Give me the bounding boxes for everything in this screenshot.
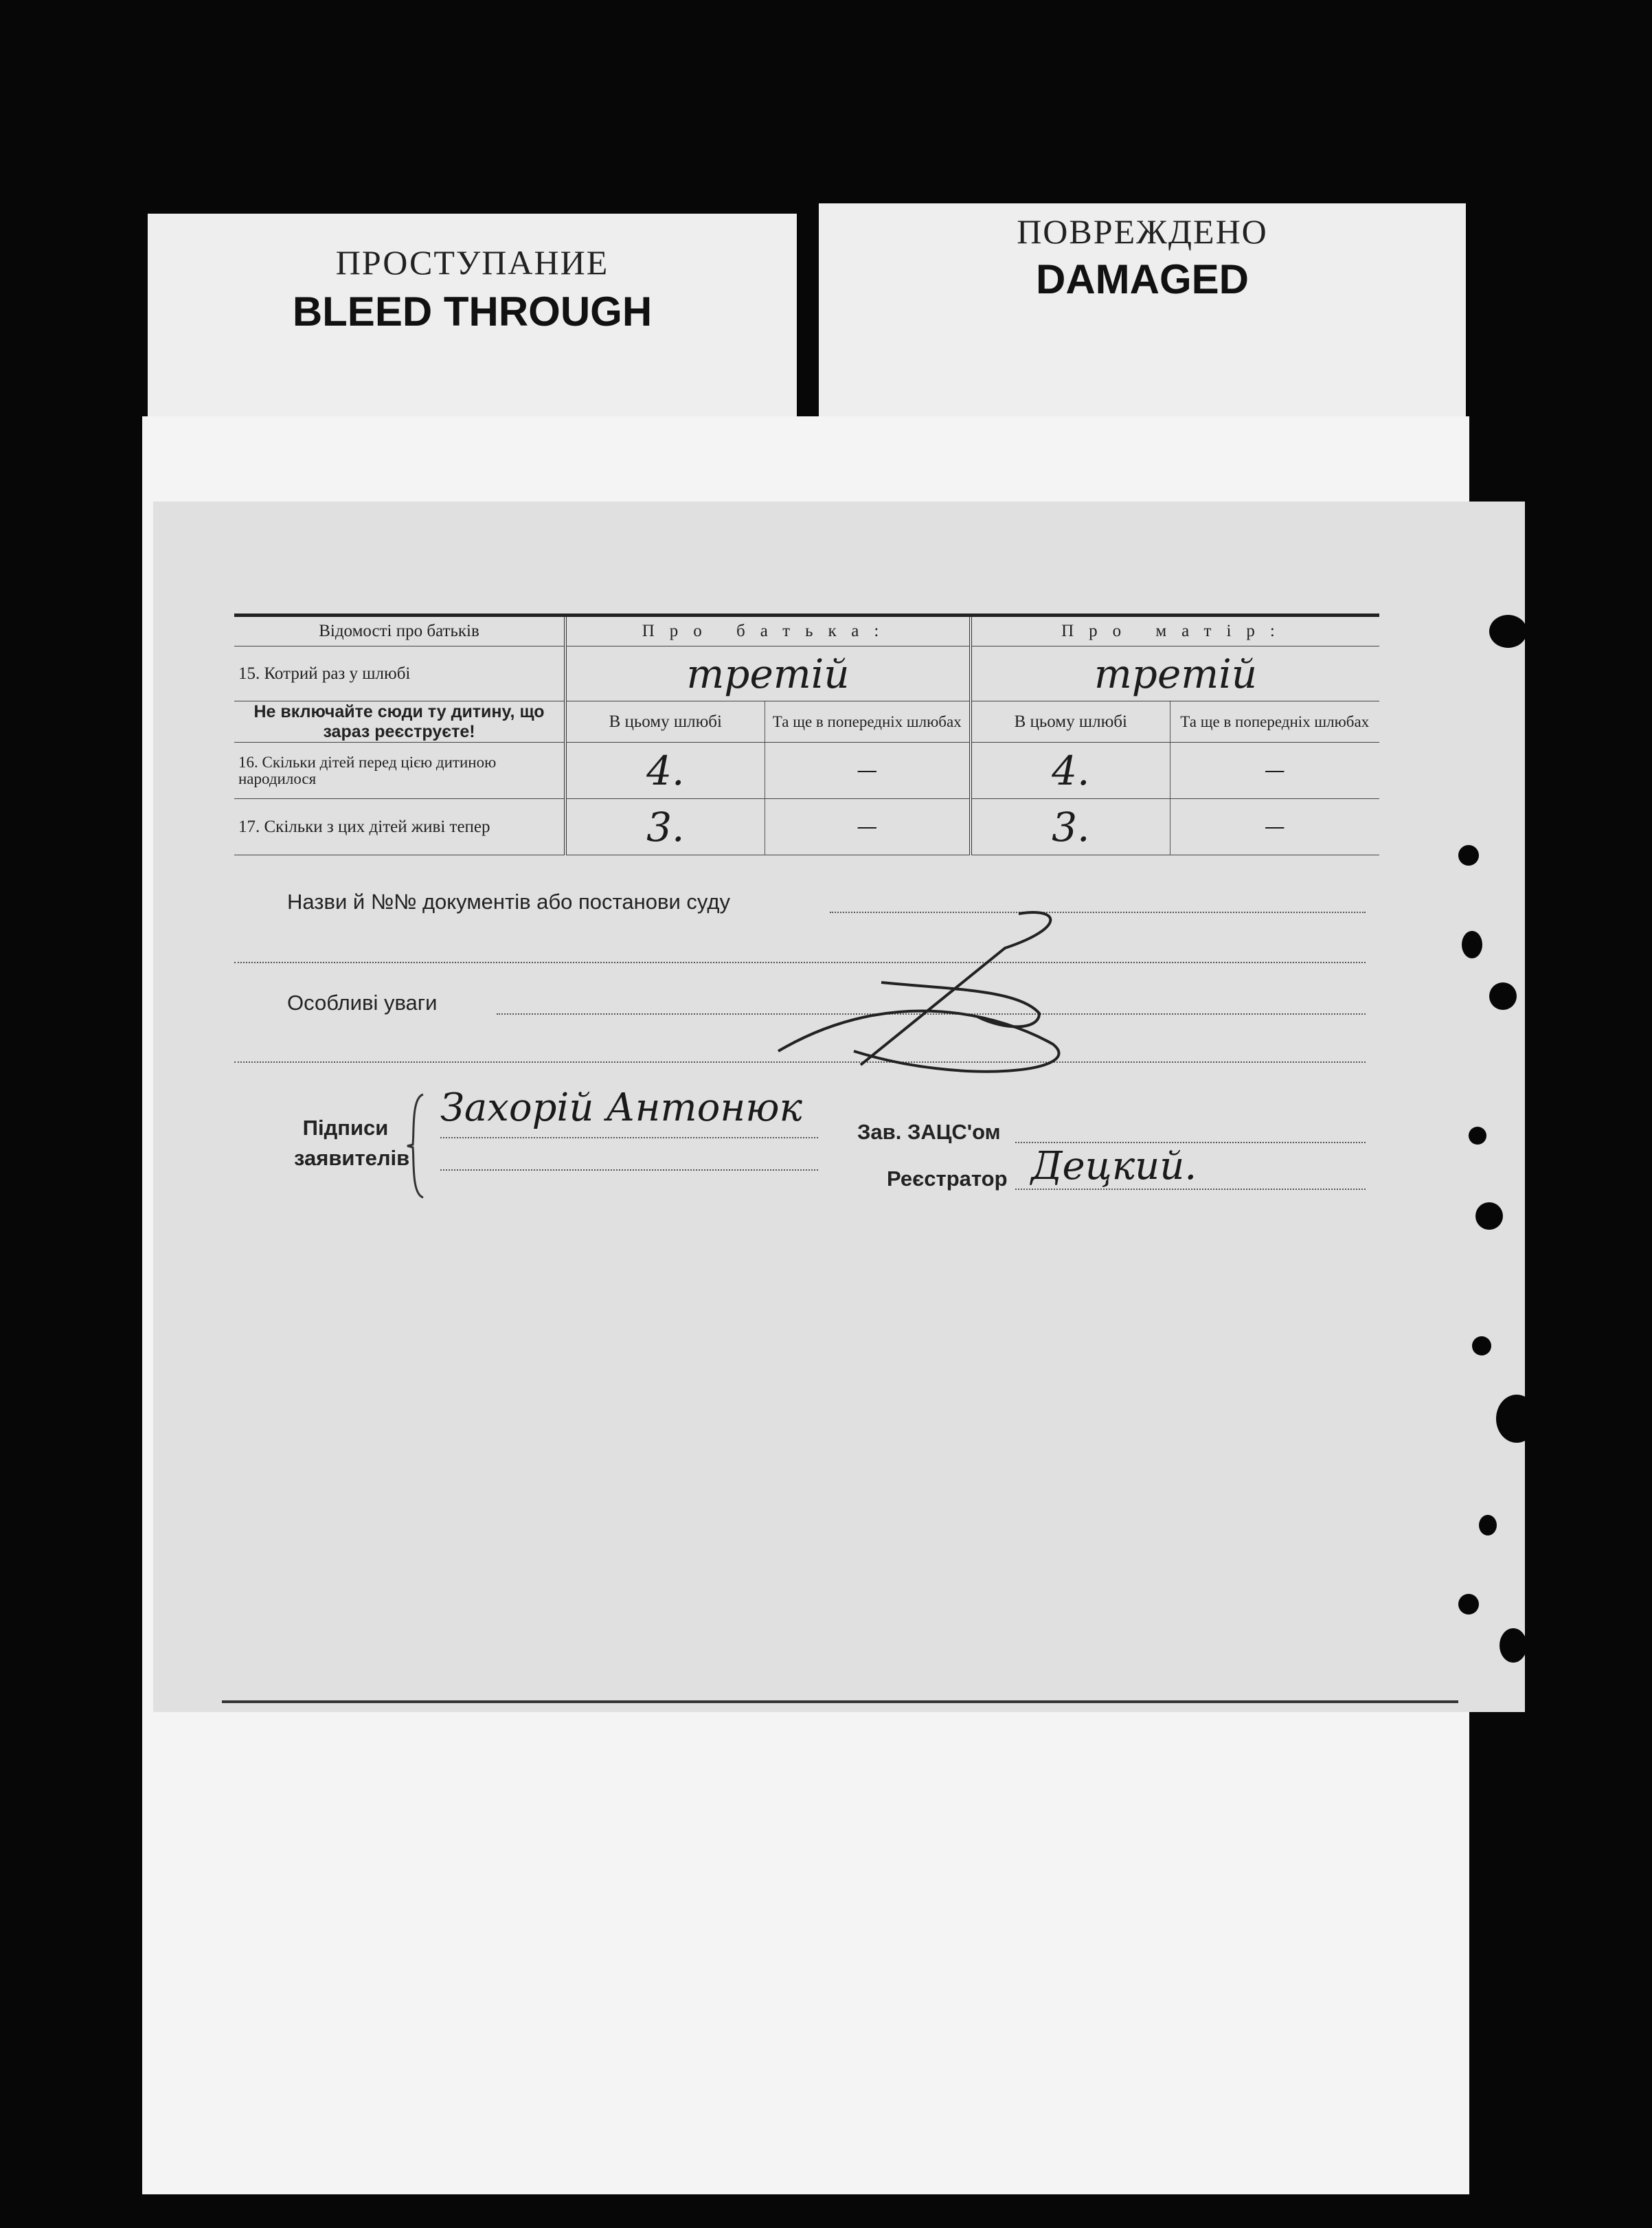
- parents-info-table: [234, 614, 1379, 855]
- father-in-previous-marriages: Та ще в попередніх шлюбах: [765, 701, 971, 743]
- header-father: Про батька:: [565, 616, 971, 646]
- signatures-label: Підписи заявителів: [294, 1116, 410, 1170]
- damage-hole: [1458, 845, 1479, 866]
- row16-father-this: 4.: [565, 743, 765, 799]
- damage-hole: [1458, 1594, 1479, 1614]
- row15-father-value: третій: [565, 646, 971, 701]
- bottom-rule: [222, 1700, 1458, 1703]
- table-header-row: [234, 616, 1379, 646]
- row16-label: 16. Скільки дітей перед цією дитиною народилося: [234, 743, 565, 799]
- row16-mother-prev: —: [1170, 743, 1379, 799]
- damage-hole: [1500, 1628, 1527, 1663]
- damage-hole: [1472, 1336, 1491, 1355]
- damage-hole: [1462, 931, 1482, 958]
- signature-line: [440, 1137, 818, 1138]
- table-row: [234, 799, 1379, 855]
- row16-mother-this: 4.: [971, 743, 1170, 799]
- head-label: Зав. ЗАЦС'ом: [857, 1120, 1001, 1144]
- mother-in-previous-marriages: Та ще в попередніх шлюбах: [1170, 701, 1379, 743]
- card-label-en: DAMAGED: [1036, 256, 1249, 302]
- row17-father-this: 3.: [565, 799, 765, 855]
- applicant-signature: Захорій Антонюк: [440, 1085, 802, 1130]
- damage-hole: [1479, 1515, 1497, 1535]
- brace-icon: [406, 1091, 427, 1201]
- table-row: [234, 743, 1379, 799]
- row17-label: 17. Скільки з цих дітей живі тепер: [234, 799, 565, 855]
- card-label-ru: ПРОСТУПАНИЕ: [335, 243, 609, 282]
- header-mother: Про матір:: [971, 616, 1379, 646]
- table-subheader-row: [234, 701, 1379, 743]
- remarks-label: Особливі уваги: [287, 991, 438, 1015]
- row15-label: 15. Котрий раз у шлюбі: [234, 646, 565, 701]
- head-line: [1015, 1142, 1366, 1143]
- father-in-this-marriage: В цьому шлюбі: [565, 701, 765, 743]
- signature-line-2: [440, 1169, 818, 1171]
- documents-label: Назви й №№ документів або постанови суду: [287, 890, 730, 914]
- row17-mother-prev: —: [1170, 799, 1379, 855]
- record-page: [153, 502, 1525, 1712]
- bleed-through-card: [148, 214, 797, 420]
- card-label-ru: ПОВРЕЖДЕНО: [1017, 212, 1268, 251]
- damage-hole: [1496, 1395, 1537, 1443]
- damaged-card: [819, 203, 1466, 420]
- row17-father-prev: —: [765, 799, 971, 855]
- damage-hole: [1489, 615, 1527, 648]
- mother-in-this-marriage: В цьому шлюбі: [971, 701, 1170, 743]
- registrar-line: [1015, 1189, 1366, 1190]
- table-row: [234, 646, 1379, 701]
- registrar-signature: Децкий.: [1031, 1144, 1197, 1189]
- damage-hole: [1475, 1202, 1503, 1230]
- row16-father-prev: —: [765, 743, 971, 799]
- header-parents-info: Відомості про батьків: [234, 616, 565, 646]
- row17-mother-this: 3.: [971, 799, 1170, 855]
- card-label-en: BLEED THROUGH: [292, 289, 653, 335]
- exclude-child-note: Не включайте сюди ту дитину, що зараз реєструєте!: [234, 701, 565, 743]
- z-mark-icon: [716, 886, 1197, 1079]
- damage-hole: [1469, 1127, 1486, 1145]
- row15-mother-value: третій: [971, 646, 1379, 701]
- registrar-label: Реєстратор: [887, 1167, 1008, 1191]
- damage-hole: [1489, 982, 1517, 1010]
